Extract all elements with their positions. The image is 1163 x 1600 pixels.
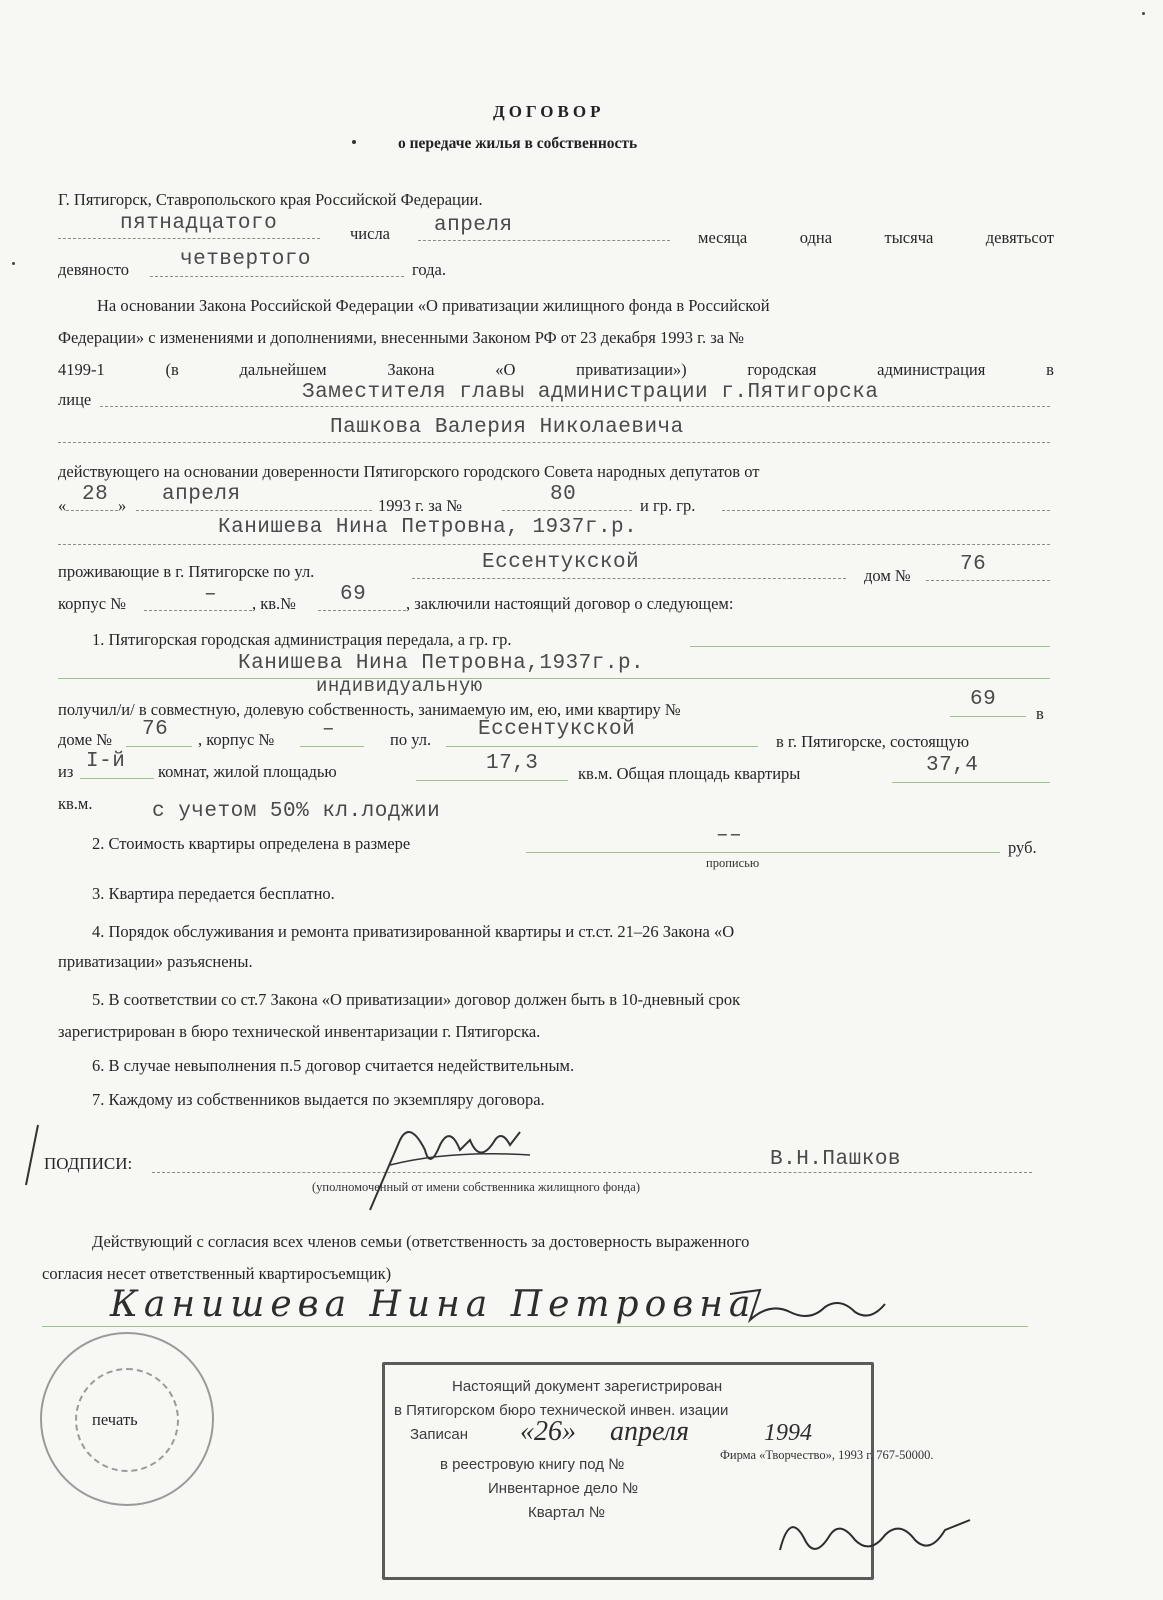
residence-house: 76: [960, 553, 987, 576]
stamp-day: «26»: [520, 1416, 576, 1447]
scan-dot: [1142, 12, 1145, 15]
stamp-line-6: Квартал №: [528, 1504, 605, 1521]
residence-korpus: –: [204, 583, 218, 606]
clause-2-text: 2. Стоимость квартиры определена в размере: [92, 834, 411, 853]
clause-1-street: Ессентукской: [478, 718, 636, 741]
stamp-line-2: в Пятигорском бюро технической инвен. изации: [394, 1402, 729, 1419]
intro-line-3: 4199-1 (в дальнейшем Закона «О приватизации») городская администрация в: [58, 360, 1054, 379]
rub-label: руб.: [1008, 838, 1037, 857]
proxy-day: 28: [82, 483, 109, 506]
proxy-month-underline: [136, 510, 372, 511]
rep-name-underline: [58, 442, 1050, 443]
price-value: ––: [716, 824, 743, 847]
signatures-label: ПОДПИСИ:: [44, 1154, 133, 1173]
clause-1-street-underline: [446, 746, 758, 747]
family-line-2: согласия несет ответственный квартиросъемщик): [42, 1264, 392, 1283]
family-signature-icon: [720, 1282, 920, 1332]
month-year-words: месяца одна тысяча девятьсот: [698, 228, 1054, 247]
po-ul-label: по ул.: [390, 730, 432, 749]
total-area: 37,4: [926, 754, 979, 777]
proxy-date-open: «: [58, 496, 67, 515]
signature-caption: (уполномоченный от имени собственника жилищного фонда): [312, 1180, 641, 1194]
clause-4-line-2: приватизации» разъяснены.: [58, 952, 253, 971]
korpus-label: корпус №: [58, 594, 126, 613]
clause-1-underline: [690, 646, 1050, 647]
recipient-underline: [58, 678, 1050, 679]
received-text: получил/и/ в совместную, долевую собственность, занимаемую им, ею, ими квартиру №: [58, 700, 681, 719]
date-month: апреля: [434, 214, 513, 237]
clause-1-korpus-label: , корпус №: [198, 730, 275, 749]
clause-1-text: 1. Пятигорская городская администрация передала, а гр. гр.: [92, 630, 512, 649]
rooms-count: I-й: [86, 750, 126, 773]
clause-1-recipient: Канишева Нина Петровна,1937г.р.: [238, 652, 645, 675]
chisla-label: числа: [350, 224, 391, 243]
clause-7: 7. Каждому из собственников выдается по экземпляру договора.: [92, 1090, 545, 1109]
litse-label: лице: [58, 390, 92, 409]
citizens-underline: [722, 510, 1050, 511]
family-line-1: Действующий с согласия всех членов семьи (ответственность за достоверность выраженного: [92, 1232, 750, 1251]
citizens-label: и гр. гр.: [640, 496, 696, 515]
iz-label: из: [58, 762, 74, 781]
stamp-month: апреля: [610, 1416, 689, 1447]
proxy-line: действующего на основании доверенности Пятигорского городского Совета народных депутатов от: [58, 462, 760, 481]
city-text: в г. Пятигорске, состоящую: [776, 732, 970, 751]
stamp-line-5: Инвентарное дело №: [488, 1480, 639, 1497]
clause-1-korpus: –: [322, 718, 336, 741]
registrar-signature-icon: [770, 1500, 980, 1570]
date-year: четвертого: [180, 248, 312, 271]
devyanosto-label: девяносто: [58, 260, 129, 279]
place-line: Г. Пятигорск, Ставропольского края Российской Федерации.: [58, 190, 483, 209]
apartment-underline: [950, 716, 1026, 717]
house-underline: [926, 580, 1050, 581]
kv-underline: [318, 610, 406, 611]
scan-dot: [352, 140, 356, 144]
stamp-year: 1994: [764, 1420, 812, 1446]
stamp-line-1: Настоящий документ зарегистрирован: [452, 1378, 723, 1395]
loggia-note: с учетом 50% кл.лоджии: [152, 800, 441, 823]
living-area-underline: [416, 780, 568, 781]
proxy-month: апреля: [162, 483, 241, 506]
proxy-number-underline: [502, 510, 632, 511]
clause-4-line-1: 4. Порядок обслуживания и ремонта приватизированной квартиры и ст.ст. 21–26 Закона «О: [92, 922, 735, 941]
residence-street: Ессентукской: [482, 551, 640, 574]
ownership-type: индивидуальную: [316, 675, 483, 697]
month-underline: [418, 240, 670, 241]
clause-1-house-underline: [126, 746, 192, 747]
kv-label: , кв.№: [252, 594, 296, 613]
clause-5-line-1: 5. В соответствии со ст.7 Закона «О приватизации» договор должен быть в 10-дневный срок: [92, 990, 741, 1009]
margin-mark-icon: [18, 1120, 48, 1190]
clause-5-line-2: зарегистрирован в бюро технической инвентаризации г. Пятигорска.: [58, 1022, 541, 1041]
proxy-number: 80: [550, 483, 577, 506]
document-title: ДОГОВОР: [493, 102, 605, 121]
day-underline: [58, 238, 320, 239]
seal-label: печать: [92, 1410, 138, 1429]
rooms-label: комнат, жилой площадью: [158, 762, 337, 781]
citizen-underline: [58, 544, 1050, 545]
price-underline: [526, 852, 1000, 853]
proxy-year-text: 1993 г. за №: [378, 496, 462, 515]
clause-3: 3. Квартира передается бесплатно.: [92, 884, 335, 903]
date-day: пятнадцатого: [120, 212, 278, 235]
year-underline: [150, 276, 404, 277]
stamp-line-3-label: Записан: [410, 1426, 469, 1443]
rep-position-underline: [100, 406, 1050, 407]
signatory-name: В.Н.Пашков: [770, 1148, 902, 1171]
total-area-label: кв.м. Общая площадь квартиры: [578, 764, 801, 783]
proxy-date-close: »: [118, 496, 127, 515]
document-subtitle: о передаче жилья в собственность: [398, 135, 638, 152]
dome-label: доме №: [58, 730, 112, 749]
total-area-underline: [892, 782, 1050, 783]
v-label: в: [1036, 704, 1044, 723]
apartment-number: 69: [970, 688, 997, 711]
official-signature-icon: [330, 1110, 590, 1220]
living-area: 17,3: [486, 752, 539, 775]
goda-label: года.: [412, 260, 446, 279]
street-underline: [412, 578, 846, 579]
residing-label: проживающие в г. Пятигорске по ул.: [58, 562, 315, 581]
signature-underline: [152, 1172, 1032, 1173]
proxy-day-underline: [66, 510, 118, 511]
agreement-text: , заключили настоящий договор о следующем:: [406, 594, 734, 613]
rep-position: Заместителя главы администрации г.Пятигорска: [302, 381, 879, 404]
rooms-underline: [80, 778, 154, 779]
propisyu-label: прописью: [706, 856, 760, 870]
intro-line-1: На основании Закона Российской Федерации «О приватизации жилищного фонда в Российской: [97, 296, 770, 315]
scan-dot: [12, 262, 15, 265]
printer-info: Фирма «Творчество», 1993 г. 767-50000.: [720, 1448, 934, 1462]
house-label: дом №: [864, 566, 911, 585]
family-handwritten-signature: Канишева Нина Петровна: [110, 1284, 757, 1325]
kvm-label: кв.м.: [58, 794, 93, 813]
citizen-name: Канишева Нина Петровна, 1937г.р.: [218, 516, 638, 539]
korpus-underline: [144, 610, 252, 611]
residence-kv: 69: [340, 583, 367, 606]
clause-1-house: 76: [142, 718, 169, 741]
rep-name: Пашкова Валерия Николаевича: [330, 416, 684, 439]
clause-6: 6. В случае невыполнения п.5 договор считается недействительным.: [92, 1056, 575, 1075]
clause-1-korpus-underline: [300, 746, 364, 747]
intro-line-2: Федерации» с изменениями и дополнениями, внесенными Законом РФ от 23 декабря 1993 г. за №: [58, 328, 744, 347]
stamp-line-4: в реестровую книгу под №: [440, 1456, 625, 1473]
